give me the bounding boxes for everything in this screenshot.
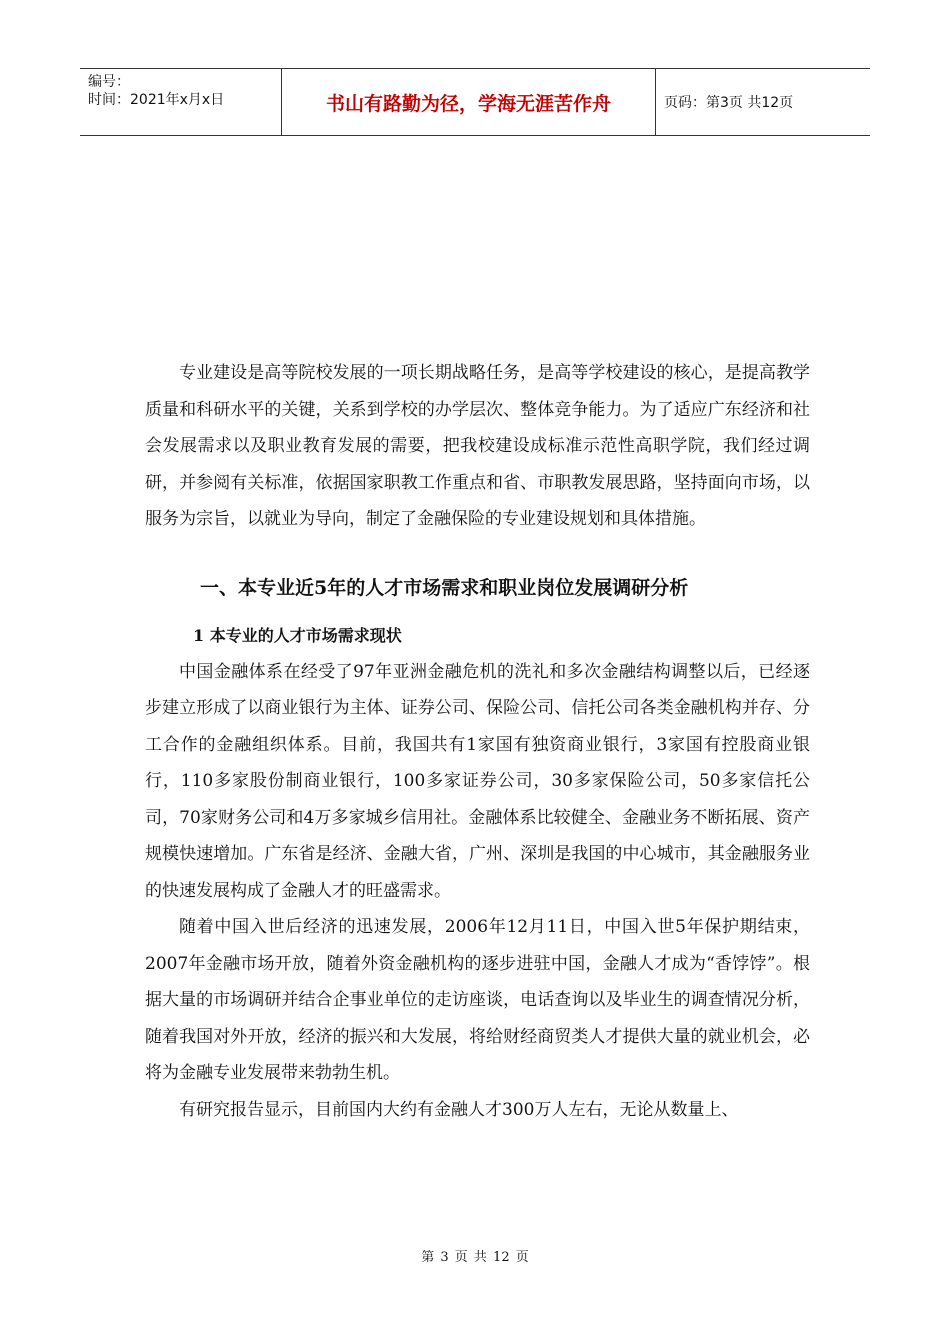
intro-paragraph: 专业建设是高等院校发展的一项长期战略任务，是高等学校建设的核心，是提高教学质量和科研水平的关键，关系到学校的办学层次、整体竞争能力。为了适应广东经济和社会发展需求以及职业教育发展的需要，把我校建设成标准示范性高职学院，我们经过调研，并参阅有关标准，依据国家职教工作重点和省、市职教发展思路，坚持面向市场，以服务为宗旨，以就业为导向，制定了金融保险的专业建设规划和具体措施。	[145, 363, 810, 529]
document-body	[145, 355, 810, 1128]
body-paragraph-2: 随着中国入世后经济的迅速发展，2006年12月11日，中国入世5年保护期结束，2007年金融市场开放，随着外资金融机构的逐步进驻中国，金融人才成为“香饽饽”。根据大量的市场调研并结合企事业单位的走访座谈，电话查询以及毕业生的调查情况分析，随着我国对外开放，经济的振兴和大发展，将给财经商贸类人才提供大量的就业机会，必将为金融专业发展带来勃勃生机。	[145, 917, 810, 1083]
body-paragraph-3: 有研究报告显示，目前国内大约有金融人才300万人左右，无论从数量上、	[179, 1099, 739, 1120]
page-footer: 第 3 页 共 12 页	[421, 1250, 529, 1265]
body-paragraph-1: 中国金融体系在经受了97年亚洲金融危机的洗礼和多次金融结构调整以后，已经逐步建立形成了以商业银行为主体、证券公司、保险公司、信托公司各类金融机构并存、分工合作的金融组织体系。目前，我国共有1家国有独资商业银行，3家国有控股商业银行，110多家股份制商业银行，100多家证券公司，30多家保险公司，50多家信托公司，70家财务公司和4万多家城乡信用社。金融体系比较健全、金融业务不断拓展、资产规模快速增加。广东省是经济、金融大省，广州、深圳是我国的中心城市，其金融服务业的快速发展构成了金融人才的旺盛需求。	[145, 661, 810, 901]
header-motto: 书山有路勤为径，学海无涯苦作舟	[282, 69, 656, 135]
section-heading: 一、本专业近5年的人才市场需求和职业岗位发展调研分析	[200, 576, 689, 599]
subsection-heading: 1 本专业的人才市场需求现状	[193, 625, 402, 645]
header-page-info: 页码：第3页 共12页	[664, 95, 794, 111]
spacer	[145, 538, 810, 570]
document-time-label: 时间：2021年x月x日	[88, 92, 225, 108]
page-header	[80, 68, 870, 136]
header-meta	[80, 69, 282, 135]
document-number-label: 编号：	[88, 74, 130, 90]
